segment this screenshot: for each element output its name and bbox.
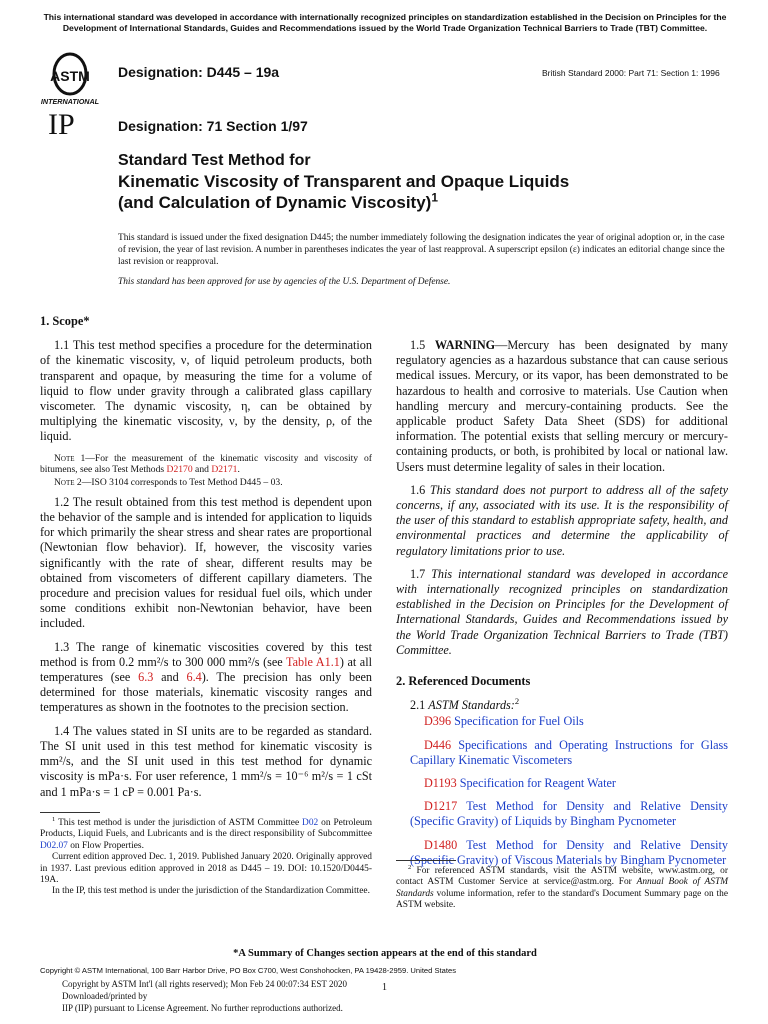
- footnote-divider-left: [40, 812, 100, 813]
- reference-item: [396, 738, 728, 768]
- note-2: Note 2—ISO 3104 corresponds to Test Method D445 – 03.: [54, 477, 283, 489]
- download-line-3: IIP (IIP) pursuant to License Agreement. No further reproductions authorized.: [62, 1003, 343, 1013]
- footnote-divider-right: [396, 860, 456, 861]
- paragraph-2-1: 2.1 ASTM Standards:$^2$: [410, 696, 520, 713]
- tbt-banner: This international standard was developed in accordance with internationally recognized principles on standardization established in the Decision on Principles for the Development of International Standards, Guides and Recommendations issued by the World Trade Organization Technical Barriers to Trade (TBT) Committee.: [43, 12, 727, 33]
- paragraph-1-4: 1.4 The values stated in SI units are to be regarded as standard. The SI unit used in this test method for kinematic viscosity is mm²/s, and the SI unit used in this test method for dynamic viscosity is mPa·s. For user reference, 1 mm²/s = 10⁻⁶ m²/s = 1 cSt and 1 mPa·s = 1 cP = 0.001 Pa·s.: [40, 723, 372, 799]
- astm-logo-sub: INTERNATIONAL: [40, 97, 100, 106]
- paragraph-1-3: 1.3 The range of kinematic viscosities covered by this test method is from 0.2 mm²/s to 300 000 mm²/s (see Table A1.1) at all temperatures (see 6.3 and 6.4). The precision has only been determined for those materials, kinematic viscosity ranges and temperatures as shown in the footnotes to the precision section.: [40, 639, 372, 715]
- left-column: [40, 314, 372, 808]
- page-number: 1: [382, 982, 387, 993]
- paragraph-1-1: 1.1 This test method specifies a procedure for the determination of the kinematic viscosity, ν, of liquid petroleum products, both transparent and opaque, by measuring the time for a volume of liquid to flow under gravity through a calibrated glass capillary viscometer. The dynamic viscosity, η, can be obtained by multiplying the kinematic viscosity, ν, by the density, ρ, of the liquid.: [40, 338, 372, 444]
- ip-logo: IP: [48, 108, 75, 141]
- download-info: [62, 978, 347, 1014]
- astm-logo: [40, 52, 114, 108]
- note-1: Note 1—For the measurement of the kinematic viscosity and viscosity of bitumens, see also Test Methods D2170 and D2171.: [40, 452, 372, 476]
- designation-d445: Designation: D445 – 19a: [118, 64, 280, 80]
- title-line-2: Kinematic Viscosity of Transparent and Opaque Liquids: [118, 172, 570, 191]
- reference-title-link[interactable]: Specifications and Operating Instructions for Glass Capillary Kinematic Viscometers: [410, 737, 729, 767]
- reference-code-link[interactable]: D1217: [424, 799, 458, 814]
- footnote-2: $^2$ For referenced ASTM standards, visit the ASTM website, www.astm.org, or contact ASTM Customer Service at service@astm.org. For Annual Book of ASTM Standards volume information, refer to the standard's Document Summary page on the ASTM website.: [396, 863, 728, 911]
- copyright-line: Copyright © ASTM International, 100 Barr Harbor Drive, PO Box C700, West Conshohocken, PA 19428-2959. United States: [40, 966, 457, 975]
- title-line-1: Standard Test Method for: [118, 152, 311, 169]
- link-d02-07[interactable]: D02.07: [40, 840, 68, 851]
- designation-ip: Designation: 71 Section 1/97: [118, 118, 308, 134]
- title-line-3: (and Calculation of Dynamic Viscosity): [118, 193, 432, 212]
- reference-title-link[interactable]: Test Method for Density and Relative Density (Specific Gravity) of Viscous Materials by Bingham Pycnometer: [410, 837, 728, 867]
- link-d2171[interactable]: D2171: [211, 464, 238, 476]
- paragraph-1-2: 1.2 The result obtained from this test method is dependent upon the behavior of the sample and is intended for application to liquids for which primarily the shear stress and shear rates are proportional (Newtonian flow behavior). If, however, the viscosity varies significantly with the rate of shear, different results may be obtained from viscometers of different capillary diameters. The procedure and precision values for residual fuel oils, which under some conditions exhibit non-Newtonian behavior, have been included.: [40, 494, 372, 631]
- british-standard-note: British Standard 2000: Part 71: Section 1: 1996: [542, 68, 720, 78]
- reference-title-link[interactable]: Test Method for Density and Relative Density (Specific Gravity) of Liquids by Bingham Pycnometer: [410, 799, 728, 829]
- reference-code-link[interactable]: D396: [424, 714, 452, 729]
- paragraph-1-5: 1.5 WARNING—Mercury has been designated by many regulatory agencies as a hazardous substance that can cause serious medical issues. Mercury, or its vapor, has been demonstrated to be hazardous to health and corrosive to materials. Use Caution when handling mercury and mercury-containing products. See the applicable product Safety Data Sheet (SDS) for additional information. The potential exists that selling mercury or mercury-containing products, or both, is prohibited by local or national law. Users must determine legality of sales in their location.: [396, 338, 728, 474]
- reference-title-link[interactable]: Specification for Fuel Oils: [454, 714, 584, 729]
- reference-title-link[interactable]: Specification for Reagent Water: [459, 776, 616, 791]
- reference-item: [396, 776, 728, 791]
- summary-of-changes-note: *A Summary of Changes section appears at the end of this standard: [233, 948, 537, 959]
- title-footnote-ref[interactable]: 1: [431, 190, 438, 205]
- link-d2170[interactable]: D2170: [166, 464, 193, 476]
- right-column: [396, 338, 728, 876]
- reference-code-link[interactable]: D1193: [424, 776, 457, 791]
- footnote-1: $^1$ This test method is under the jurisdiction of ASTM Committee D02 on Petroleum Products, Liquid Fuels, and Lubricants and is the direct responsibility of Subcommittee D02.07 on Flow Properties. Current edition approved Dec. 1, 2019. Published January 2020. Originally approved in 1937. Last previous edition approved in 2018 as D445 – 19. DOI: 10.1520/D0445-19A. In the IP, this test method is under the jurisdiction of the Standardization Committee.: [40, 815, 372, 897]
- reference-item: [396, 714, 728, 729]
- intro-paragraph: This standard is issued under the fixed designation D445; the number immediately following the designation indicates the year of original adoption or, in the case of revision, the year of last revision. A number in parentheses indicates the year of last reapproval. A superscript epsilon (ε) indicates an editorial change since the last revision or reapproval.: [118, 233, 725, 268]
- section-2-heading: 2. Referenced Documents: [396, 674, 531, 689]
- footnote-1-edition: Current edition approved Dec. 1, 2019. Published January 2020. Originally approved in 1937. Last previous edition approved in 2018 as D445 – 19. DOI: 10.1520/D0445-19A.: [40, 852, 372, 886]
- astm-logo-text: ASTM: [50, 68, 90, 84]
- reference-item: [396, 799, 728, 829]
- link-6-4[interactable]: 6.4: [186, 670, 202, 685]
- document-title: [118, 150, 718, 213]
- dod-approval: This standard has been approved for use by agencies of the U.S. Department of Defense.: [118, 276, 451, 287]
- reference-code-link[interactable]: D446: [424, 737, 452, 752]
- link-table-a1-1[interactable]: Table A1.1: [286, 654, 340, 669]
- standard-intro: [118, 232, 728, 295]
- referenced-documents-list: [396, 714, 728, 868]
- paragraph-1-6: 1.6 This standard does not purport to address all of the safety concerns, if any, associated with its use. It is the responsibility of the user of this standard to establish appropriate safety, health, and environmental practices and determine the applicability of regulatory limitations prior to use.: [396, 482, 728, 558]
- reference-item: [396, 838, 728, 868]
- download-line-1: Copyright by ASTM Int'l (all rights reserved); Mon Feb 24 00:07:34 EST 2020: [62, 979, 347, 989]
- download-line-2: Downloaded/printed by: [62, 991, 148, 1001]
- reference-code-link[interactable]: D1480: [424, 837, 458, 852]
- link-d02[interactable]: D02: [302, 818, 319, 828]
- astm-logo-graphic: [40, 52, 114, 108]
- section-1-heading: 1. Scope*: [40, 314, 90, 328]
- link-6-3[interactable]: 6.3: [138, 670, 154, 685]
- footnote-1-ip: In the IP, this test method is under the jurisdiction of the Standardization Committee.: [52, 886, 370, 897]
- paragraph-1-7: 1.7 This international standard was developed in accordance with internationally recognized principles on standardization established in the Decision on Principles for the Development of International Standards, Guides and Recommendations issued by the World Trade Organization Technical Barriers to Trade (TBT) Committee.: [396, 566, 728, 657]
